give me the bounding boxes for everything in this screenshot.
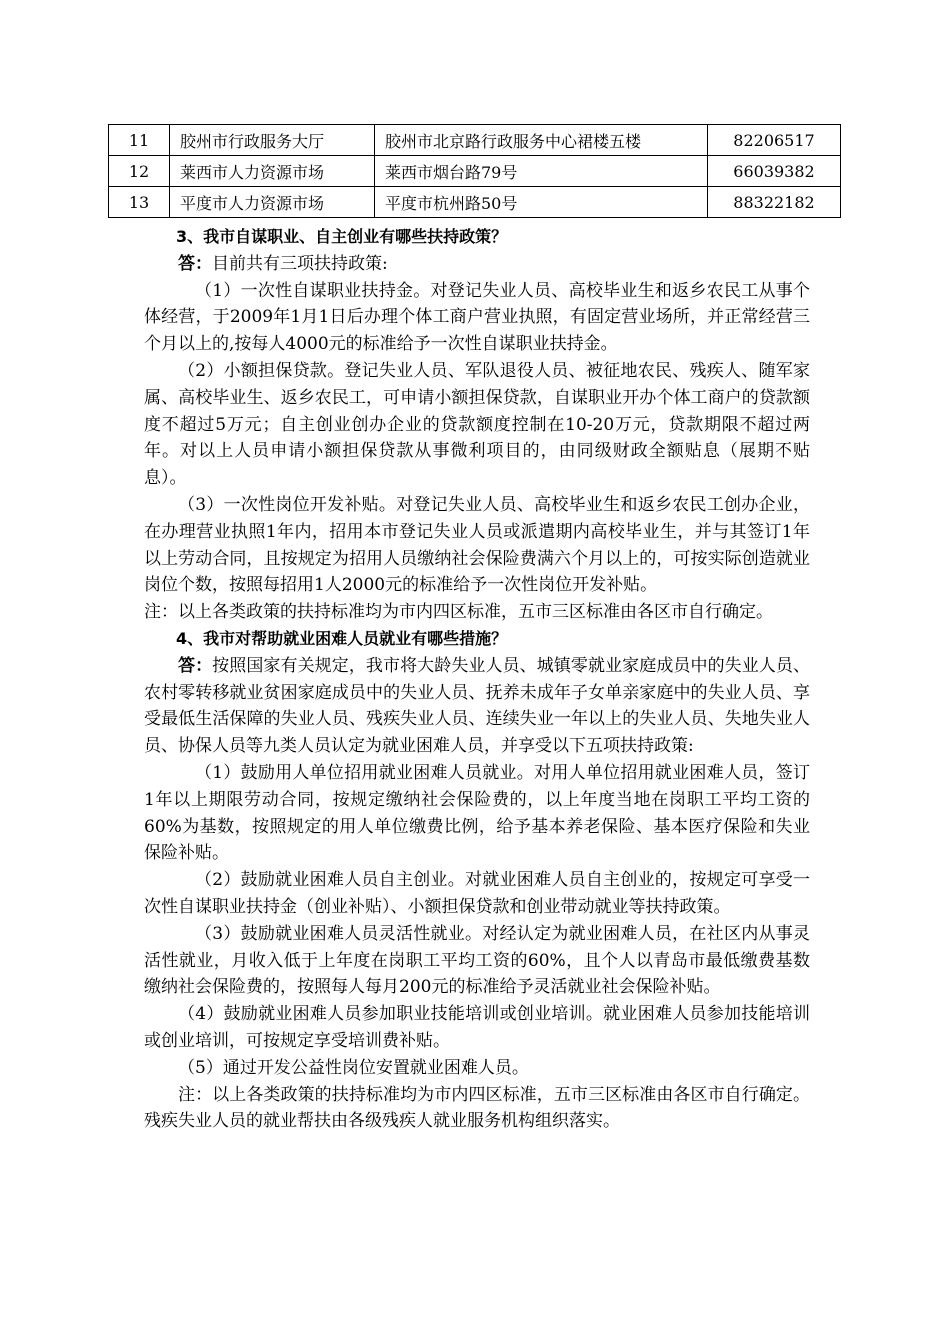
- office-phone: 66039382: [708, 156, 841, 187]
- q4-policy-4: （4）鼓励就业困难人员参加职业技能培训或创业培训。就业困难人员参加技能培训或创业培训，可按规定享受培训费补贴。: [144, 1004, 810, 1051]
- office-address: 胶州市北京路行政服务中心裙楼五楼: [375, 125, 708, 156]
- row-number: 13: [109, 187, 170, 218]
- answer-intro-text: 目前共有三项扶持政策:: [212, 253, 388, 274]
- q4-policy-1: （1）鼓励用人单位招用就业困难人员就业。对用人单位招用就业困难人员，签订1年以上期限劳动合同，按规定缴纳社会保险费的，以上年度当地在岗职工平均工资的60%为基数，按照规定的用人单位缴费比例，给予基本养老保险、基本医疗保险和失业保险补贴。: [144, 762, 810, 864]
- office-name: 胶州市行政服务大厅: [170, 125, 375, 156]
- answer-label: 答：: [178, 655, 213, 676]
- answer-label: 答：: [178, 253, 212, 274]
- question-3-heading: 3、我市自谋职业、自主创业有哪些扶持政策？: [176, 227, 508, 246]
- table-row: [109, 187, 841, 218]
- question-3-answer-intro: [144, 251, 810, 278]
- q3-policy-3: （3）一次性岗位开发补贴。对登记失业人员、高校毕业生和返乡农民工创办企业，在办理营业执照1年内，招用本市登记失业人员或派遣期内高校毕业生，并与其签订1年以上劳动合同，且按规定为招用人员缴纳社会保险费满六个月以上的，可按实际创造就业岗位个数，按照每招用1人2000元的标准给予一次性岗位开发补贴。: [144, 494, 810, 596]
- row-number: 12: [109, 156, 170, 187]
- office-phone: 82206517: [708, 125, 841, 156]
- q4-policy-5: （5）通过开发公益性岗位安置就业困难人员。: [178, 1057, 529, 1078]
- answer-intro-text: 按照国家有关规定，我市将大龄失业人员、城镇零就业家庭成员中的失业人员、农村零转移就业贫困家庭成员中的失业人员、抚养未成年子女单亲家庭中的失业人员、享受最低生活保障的失业人员、残疾失业人员、连续失业一年以上的失业人员、失地失业人员、协保人员等九类人员认定为就业困难人员，并享受以下五项扶持政策:: [144, 655, 811, 757]
- q3-note: 注：以上各类政策的扶持标准均为市内四区标准，五市三区标准由各区市自行确定。: [144, 602, 773, 623]
- office-address: 平度市杭州路50号: [375, 187, 708, 218]
- table-row: [109, 156, 841, 187]
- q4-policy-3: （3）鼓励就业困难人员灵活性就业。对经认定为就业困难人员，在社区内从事灵活性就业，月收入低于上年度在岗职工平均工资的60%，且个人以青岛市最低缴费基数缴纳社会保险费的，按照每人每月200元的标准给予灵活就业社会保险补贴。: [144, 923, 810, 998]
- q4-note: 注：以上各类政策的扶持标准均为市内四区标准，五市三区标准由各区市自行确定。残疾失业人员的就业帮扶由各级残疾人就业服务机构组织落实。: [144, 1084, 810, 1132]
- q4-policy-2: （2）鼓励就业困难人员自主创业。对就业困难人员自主创业的，按规定可享受一次性自谋职业扶持金（创业补贴）、小额担保贷款和创业带动就业等扶持政策。: [144, 870, 810, 917]
- office-phone: 88322182: [708, 187, 841, 218]
- q3-policy-2: （2）小额担保贷款。登记失业人员、军队退役人员、被征地农民、残疾人、随军家属、高校毕业生、返乡农民工，可申请小额担保贷款，自谋职业开办个体工商户的贷款额度不超过5万元；自主创业创办企业的贷款额度控制在10-20万元，贷款期限不超过两年。对以上人员申请小额担保贷款从事微利项目的，由同级财政全额贴息（展期不贴息）。: [144, 360, 810, 489]
- question-4-heading: 4、我市对帮助就业困难人员就业有哪些措施？: [176, 628, 508, 648]
- policy-content: [144, 224, 810, 1135]
- office-name: 平度市人力资源市场: [170, 187, 375, 218]
- office-name: 莱西市人力资源市场: [170, 156, 375, 187]
- q3-policy-1: （1）一次性自谋职业扶持金。对登记失业人员、高校毕业生和返乡农民工从事个体经营，于2009年1月1日后办理个体工商户营业执照，有固定营业场所，并正常经营三个月以上的,按每人4000元的标准给予一次性自谋职业扶持金。: [144, 280, 810, 355]
- question-4-answer-intro: [144, 653, 810, 760]
- row-number: 11: [109, 125, 170, 156]
- service-office-table: [108, 124, 841, 218]
- table-row: [109, 125, 841, 156]
- office-address: 莱西市烟台路79号: [375, 156, 708, 187]
